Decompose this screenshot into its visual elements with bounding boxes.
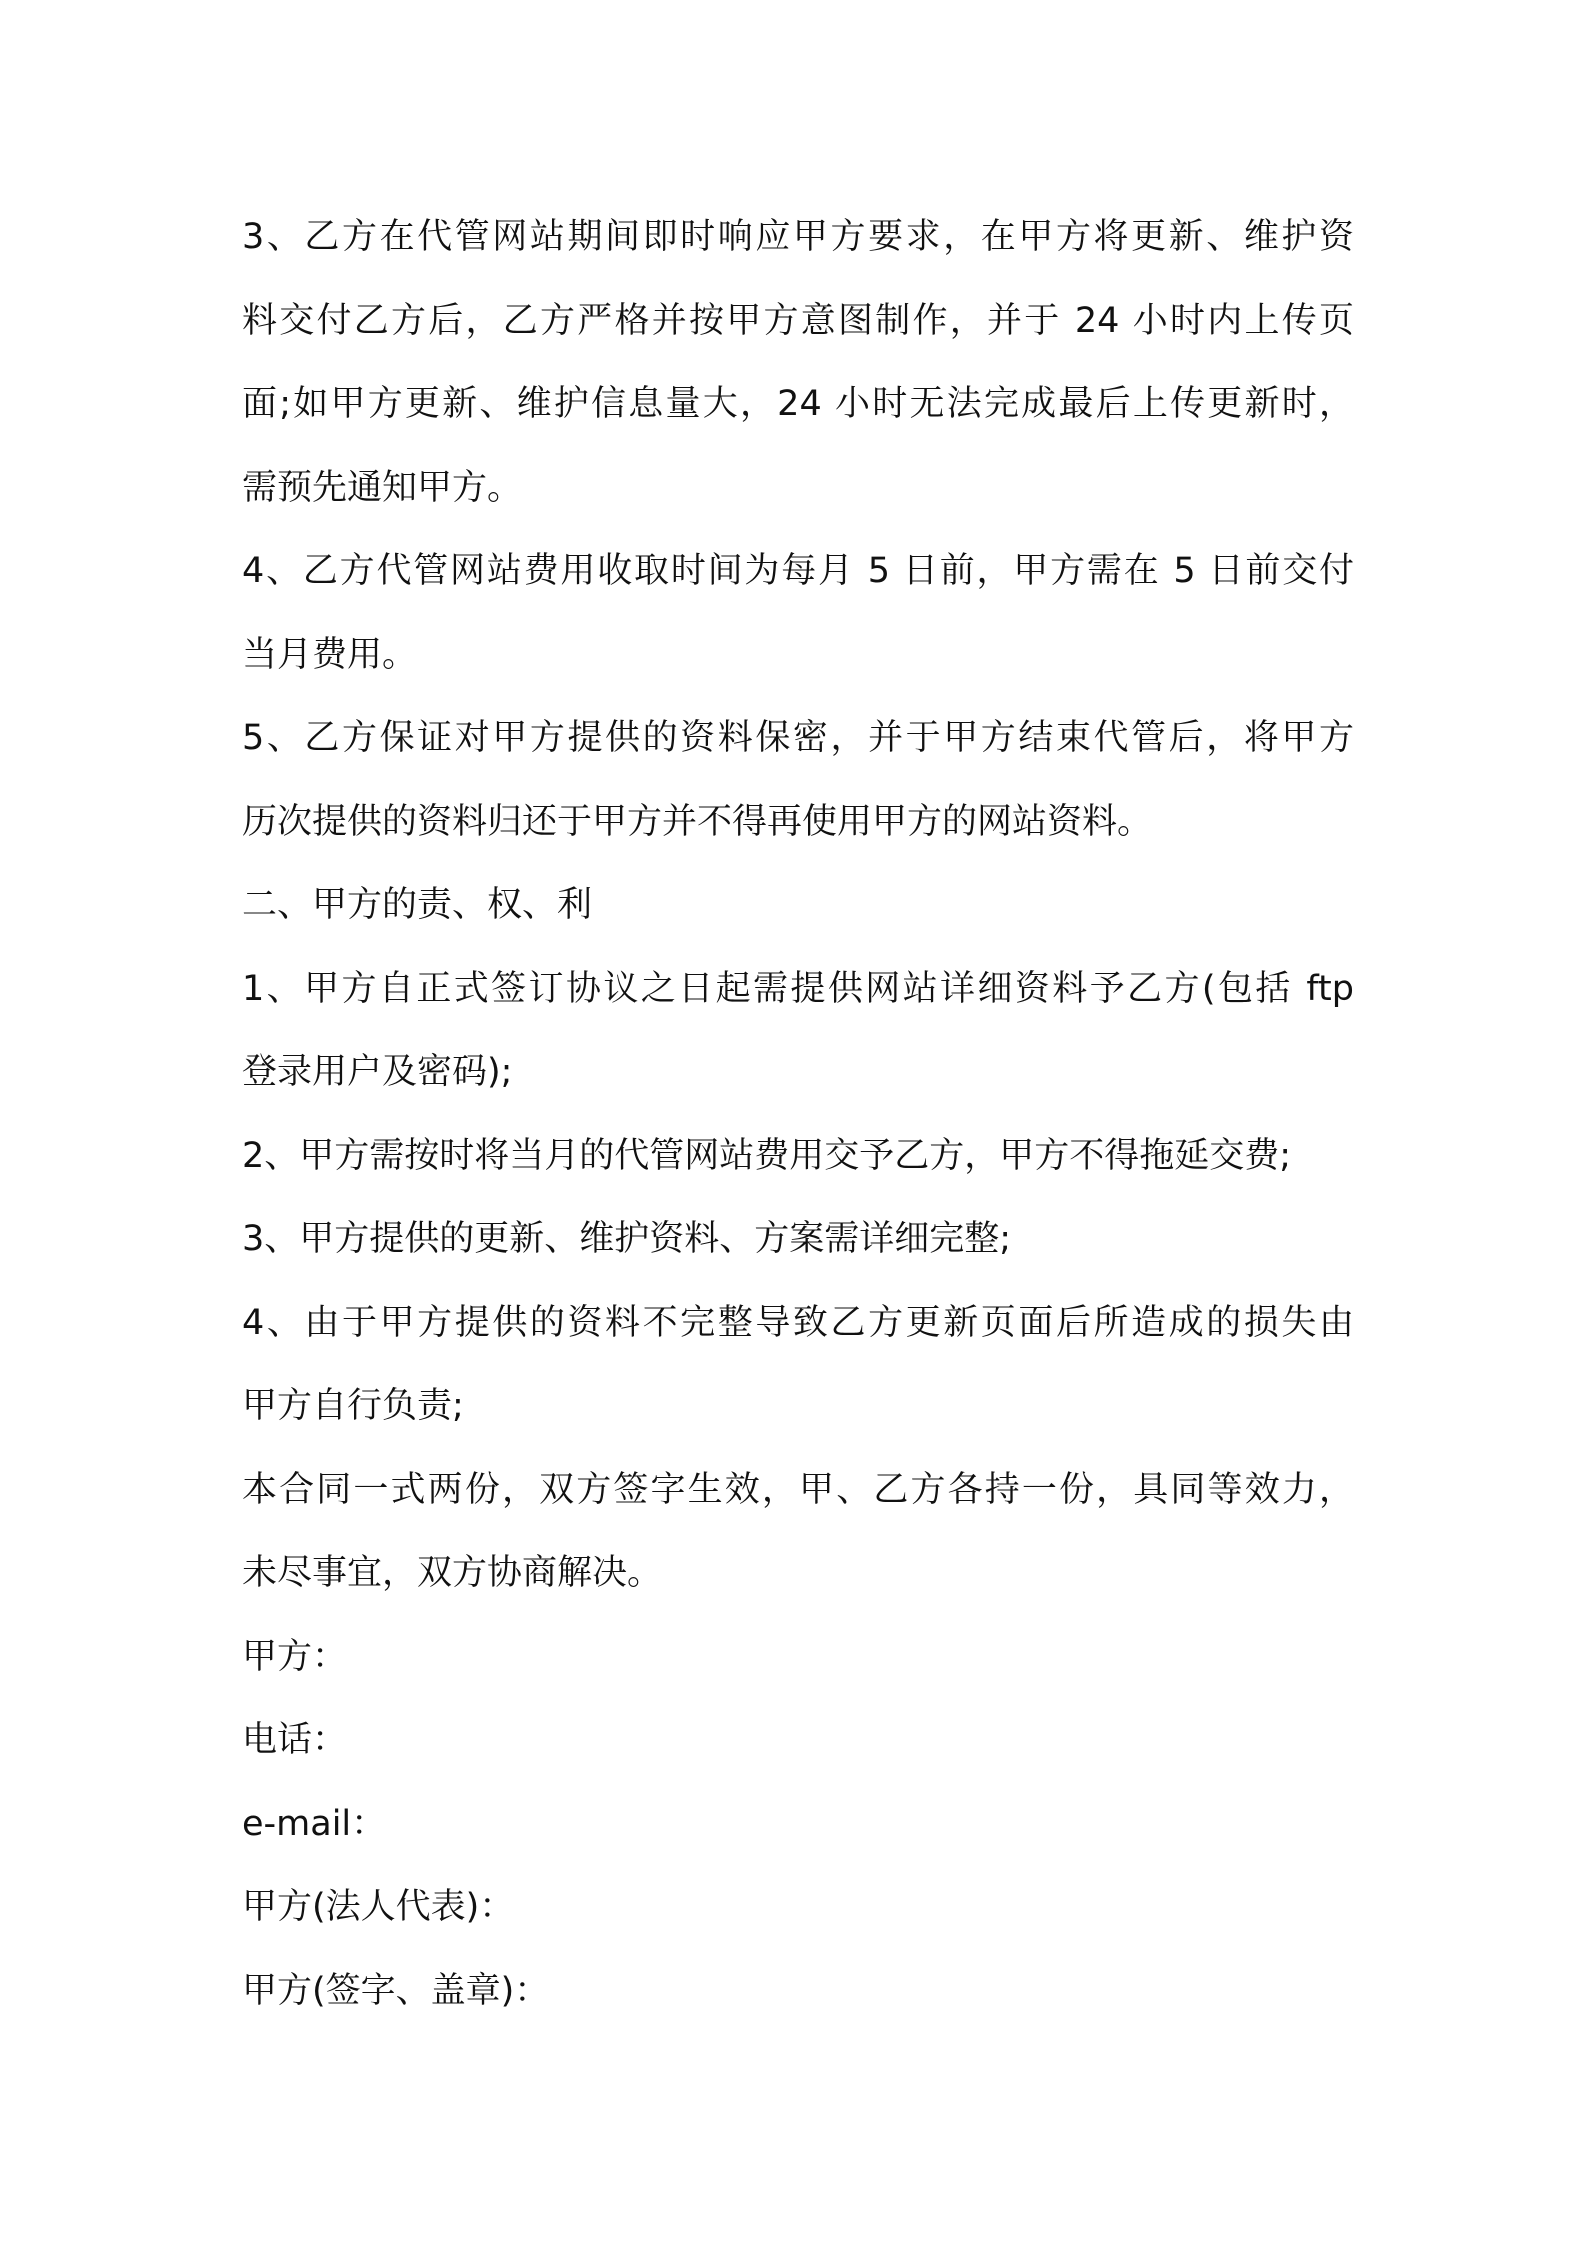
section-heading-party-a bbox=[242, 864, 1354, 948]
text-line: 甲方(签字、盖章)： bbox=[242, 1970, 550, 2011]
text-line: 登录用户及密码); bbox=[242, 1052, 513, 1092]
text-line: 甲方自行负责; bbox=[242, 1386, 464, 1426]
text-line: 5、乙方保证对甲方提供的资料保密，并于甲方结束代管后，将甲方 bbox=[242, 718, 1354, 758]
text-line: 4、乙方代管网站费用收取时间为每月 5 日前，甲方需在 5 日前交付 bbox=[242, 551, 1354, 591]
text-line: 未尽事宜，双方协商解决。 bbox=[242, 1553, 663, 1593]
clause-a3 bbox=[242, 1198, 1354, 1282]
text-line: 当月费用。 bbox=[242, 634, 418, 675]
text-line: 3、乙方在代管网站期间即时响应甲方要求，在甲方将更新、维护资 bbox=[242, 217, 1354, 257]
text-line: 面;如甲方更新、维护信息量大，24 小时无法完成最后上传更新时， bbox=[242, 384, 1354, 424]
text-line: e-mail： bbox=[242, 1803, 387, 1844]
field-phone bbox=[242, 1699, 1354, 1783]
closing-statement bbox=[242, 1449, 1354, 1616]
text-line: 历次提供的资料归还于甲方并不得再使用甲方的网站资料。 bbox=[242, 801, 1153, 842]
field-legal-representative bbox=[242, 1866, 1354, 1950]
clause-a1 bbox=[242, 948, 1354, 1115]
clause-b4 bbox=[242, 530, 1354, 697]
text-line: 2、甲方需按时将当月的代管网站费用交予乙方，甲方不得拖延交费; bbox=[242, 1135, 1292, 1176]
text-line: 3、甲方提供的更新、维护资料、方案需详细完整; bbox=[242, 1219, 1012, 1259]
clause-b3 bbox=[242, 196, 1354, 530]
text-line: 1、甲方自正式签订协议之日起需提供网站详细资料予乙方(包括 ftp bbox=[242, 968, 1354, 1009]
field-signature-seal bbox=[242, 1950, 1354, 2034]
field-email bbox=[242, 1783, 1354, 1867]
text-line: 甲方： bbox=[242, 1636, 348, 1677]
text-line: 二、甲方的责、权、利 bbox=[242, 885, 593, 925]
document-body bbox=[242, 196, 1354, 2033]
field-party-a bbox=[242, 1616, 1354, 1700]
clause-b5 bbox=[242, 697, 1354, 864]
text-line: 电话： bbox=[242, 1720, 348, 1760]
text-line: 本合同一式两份，双方签字生效，甲、乙方各持一份，具同等效力， bbox=[242, 1469, 1354, 1510]
clause-a2 bbox=[242, 1115, 1354, 1199]
text-line: 需预先通知甲方。 bbox=[242, 467, 523, 508]
text-line: 甲方(法人代表)： bbox=[242, 1887, 515, 1927]
text-line: 料交付乙方后，乙方严格并按甲方意图制作，并于 24 小时内上传页 bbox=[242, 300, 1354, 341]
text-line: 4、由于甲方提供的资料不完整导致乙方更新页面后所造成的损失由 bbox=[242, 1302, 1354, 1343]
clause-a4 bbox=[242, 1282, 1354, 1449]
